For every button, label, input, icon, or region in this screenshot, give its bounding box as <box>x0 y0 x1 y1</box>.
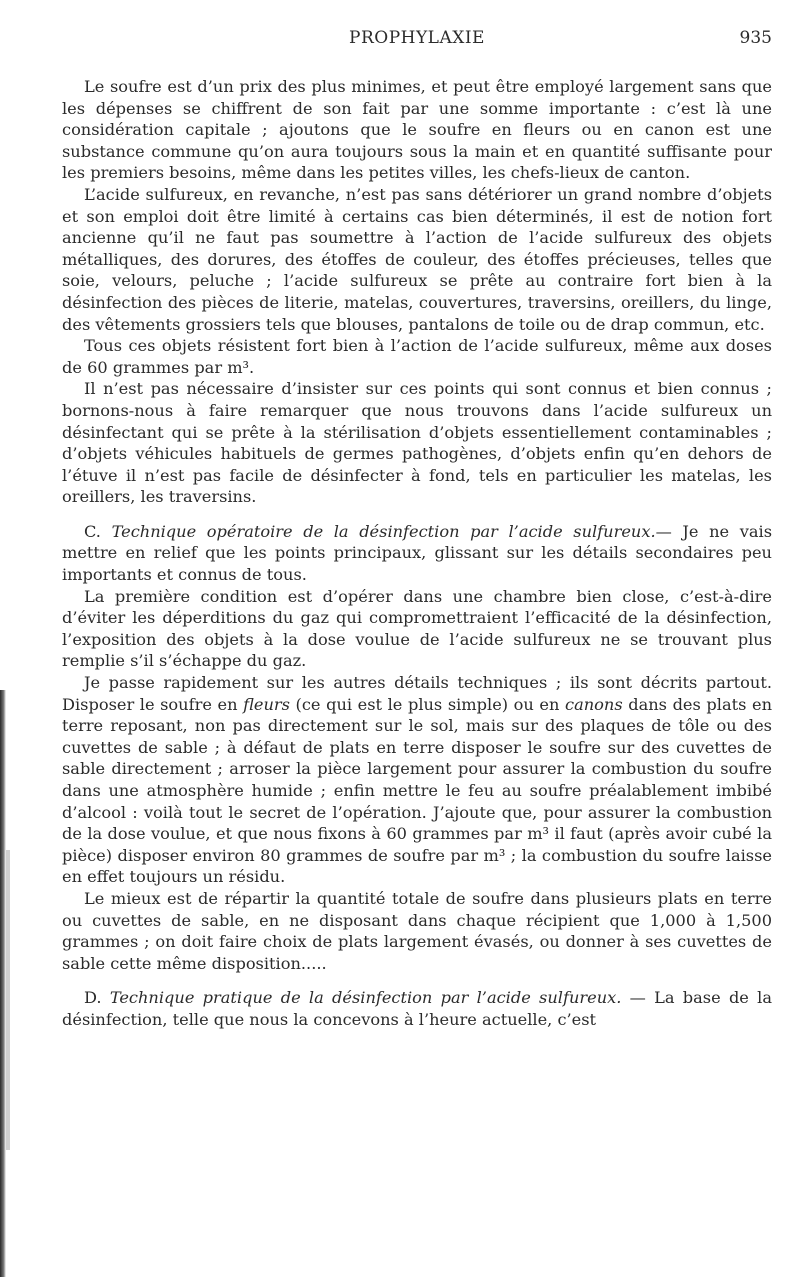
paragraph: Le soufre est d’un prix des plus minimes, et peut être employé largement sans que les dépenses se chiffrent de son fait par une somme importante : c’est là une considération capitale ; ajoutons que le soufre en fleurs ou en canon est une substance commune qu’on aura toujours sous la main et en quantité suffisante pour les premiers besoins, même dans les petites villes, les chefs-lieux de canton. <box>62 77 772 183</box>
page-number: 935 <box>739 28 772 48</box>
book-page <box>62 18 772 1031</box>
paragraph <box>62 672 772 888</box>
paragraph-text: (ce qui est le plus simple) ou en <box>289 694 566 714</box>
running-title: PROPHYLAXIE <box>349 28 485 48</box>
emphasis-fleurs: fleurs <box>243 694 290 714</box>
section-c-paragraph <box>62 521 772 586</box>
body-text <box>62 76 772 1031</box>
section-d-paragraph <box>62 987 772 1030</box>
emphasis-canons: canons <box>565 694 623 714</box>
section-d-letter: D. <box>84 988 110 1008</box>
section-d-heading: Technique pratique de la désinfection par l’acide sulfureux. <box>109 988 622 1008</box>
paragraph: Le mieux est de répartir la quantité totale de soufre dans plusieurs plats en terre ou cuvettes de sable, en ne disposant dans chaque récipient que 1,000 à 1,500 grammes ; on doit faire choix de plats largement évasés, ou donner à ses cuvettes de sable cette même disposition..... <box>62 888 772 973</box>
page-binding-shadow <box>6 850 10 1150</box>
section-c-heading: Technique opératoire de la désinfection par l’acide sulfureux. <box>111 521 656 541</box>
section-d-text: — La base de la désinfection, telle que nous la concevons à l’heure actuelle, c’est <box>62 988 772 1029</box>
paragraph-text: dans des plats en terre reposant, non pas directement sur le sol, mais sur des plaques de tôle ou des cuvettes de sable ; à défaut de plats en terre disposer le soufre sur des cuvettes de sable directement ; arroser la pièce largement pour assurer la combustion du soufre dans une atmosphère humide ; enfin mettre le feu au soufre préalablement imbibé d’alcool : voilà tout le secret de l’opération. J’ajoute que, pour assurer la combustion de la dose voulue, et que nous fixons à 60 grammes par m³ il faut (après avoir cubé la pièce) disposer environ 80 grammes de soufre par m³ ; la combustion du soufre laisse en effet toujours un résidu. <box>62 694 773 887</box>
paragraph: Il n’est pas nécessaire d’insister sur ces points qui sont connus et bien connus ; bornons-nous à faire remarquer que nous trouvons dans l’acide sulfureux un désinfectant qui se prête à la stérilisation d’objets essentiellement contaminables ; d’objets véhicules habituels de germes pathogènes, d’objets enfin qu’en dehors de l’étuve il n’est pas facile de désinfecter à fond, tels en particulier les matelas, les oreillers, les traversins. <box>62 379 772 507</box>
paragraph: La première condition est d’opérer dans une chambre bien close, c’est-à-dire d’éviter les déperditions du gaz qui compromettraient l’efficacité de la désinfection, l’exposition des objets à la dose voulue de l’acide sulfureux ne se trouvant plus remplie s’il s’échappe du gaz. <box>62 586 772 671</box>
section-c-text: — Je ne vais mettre en relief que les points principaux, glissant sur les détails secondaires peu importants et connus de tous. <box>62 521 772 585</box>
paragraph-text: Je passe rapidement sur les autres détails techniques ; ils sont décrits partout. Disposer le soufre en <box>62 673 772 714</box>
section-c-letter: C. <box>84 521 112 541</box>
paragraph: Tous ces objets résistent fort bien à l’action de l’acide sulfureux, même aux doses de 60 grammes par m³. <box>62 336 772 377</box>
paragraph: L’acide sulfureux, en revanche, n’est pas sans détériorer un grand nombre d’objets et son emploi doit être limité à certains cas bien déterminés, il est de notion fort ancienne qu’il ne faut pas soumettre à l’action de l’acide sulfureux des objets métalliques, des dorures, des étoffes de couleur, des étoffes précieuses, telles que soie, velours, peluche ; l’acide sulfureux se prête au contraire fort bien à la désinfection des pièces de literie, matelas, couvertures, traversins, oreillers, du linge, des vêtements grossiers tels que blouses, pantalons de toile ou de drap commun, etc. <box>62 184 772 334</box>
running-head <box>62 18 772 52</box>
